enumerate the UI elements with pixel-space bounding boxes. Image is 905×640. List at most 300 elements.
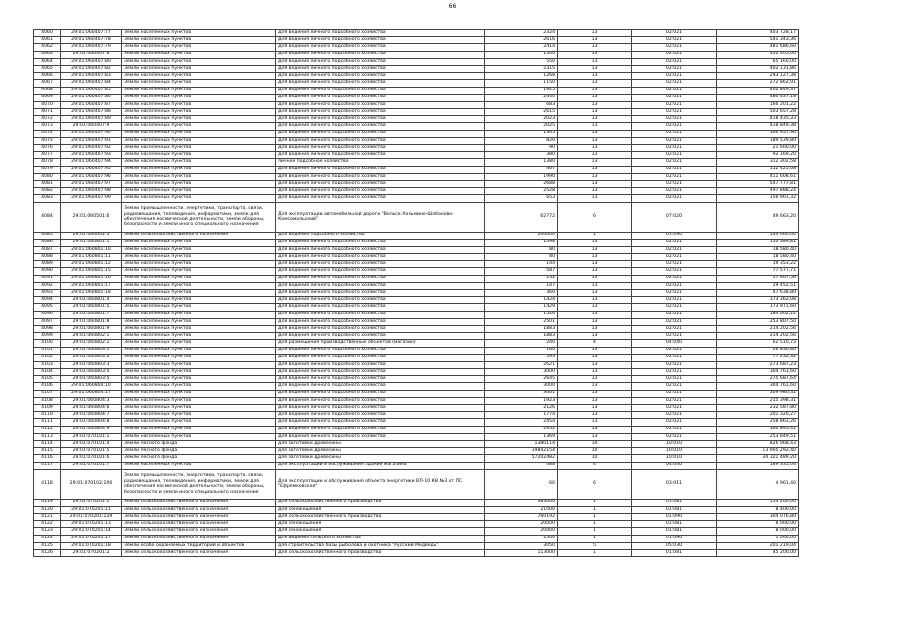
cell-land-category: Земли населенных пунктов [122, 369, 276, 376]
cell-permitted-use: Для сенокошения [276, 528, 485, 535]
cell-land-category: Земли населенных пунктов [122, 37, 276, 44]
table-row [34, 325, 799, 332]
cell-type-code: 02:021 [632, 419, 717, 426]
cell-land-category: Земли населенных пунктов [122, 65, 276, 72]
cell-group-code: 13 [558, 318, 632, 325]
cell-group-code: 13 [558, 268, 632, 275]
cell-group-code: 1 [558, 535, 632, 542]
page-number: 66 [448, 3, 457, 10]
cell-cadastral-value: 273 687,23 [717, 361, 799, 368]
cell-group-code: 13 [558, 390, 632, 397]
cell-land-category: Земли населенных пунктов [122, 44, 276, 51]
table-row [34, 232, 799, 239]
cell-row-number: 4069 [34, 94, 61, 101]
cell-cadastral-value: 418 435,33 [717, 116, 799, 123]
cell-group-code: 13 [558, 383, 632, 390]
cell-group-code: 6 [558, 469, 632, 499]
cell-cadastral-value: 21 600,00 [717, 145, 799, 152]
cell-land-category: Земли сельскохозяйственного назначения [122, 528, 276, 535]
cell-land-category: Земли населенных пунктов [122, 376, 276, 383]
cell-row-number: 4076 [34, 145, 61, 152]
cell-type-code: 01:081 [632, 550, 717, 557]
cell-cadastral-value: 184 002,22 [717, 311, 799, 318]
cell-area: 2126 [485, 405, 558, 412]
cell-type-code: 01:090 [632, 535, 717, 542]
cell-group-code: 13 [558, 116, 632, 123]
cell-permitted-use: для заготовки древесины [276, 440, 485, 447]
cell-row-number: 4105 [34, 376, 61, 383]
cell-area: 593 [485, 354, 558, 361]
cell-cadastral-value: 304 076,80 [717, 514, 799, 521]
cell-type-code: 07:020 [632, 202, 717, 232]
cell-type-code: 02:021 [632, 152, 717, 159]
cell-cadastral-value: 8 000,00 [717, 521, 799, 528]
cell-area: 3000 [485, 383, 558, 390]
cell-area: 360 [485, 290, 558, 297]
cell-group-code: 13 [558, 94, 632, 101]
cell-group-code: 1 [558, 232, 632, 239]
cell-group-code: 13 [558, 290, 632, 297]
cell-permitted-use: Для ведения личного подсобного хозяйства [276, 80, 485, 87]
cell-cadastral-value: 480 637,18 [717, 94, 799, 101]
cell-land-category: Земли населенных пунктов [122, 462, 276, 469]
cell-cadastral-number: 29:01:060803:1 [61, 347, 122, 354]
cell-permitted-use: Для ведения личного подсобного хозяйства [276, 152, 485, 159]
cell-type-code: 02:021 [632, 51, 717, 58]
cell-permitted-use: Для ведения личного подсобного хозяйства [276, 275, 485, 282]
cell-area: 1365 [485, 130, 558, 137]
cell-row-number: 4065 [34, 65, 61, 72]
cell-cadastral-value: 201 219,04 [717, 542, 799, 549]
cell-row-number: 4121 [34, 514, 61, 521]
cell-type-code: 04:040 [632, 340, 717, 347]
cell-type-code: 02:021 [632, 311, 717, 318]
cell-land-category: Земли населенных пунктов [122, 51, 276, 58]
cell-row-number: 4101 [34, 347, 61, 354]
cell-cadastral-number: 29:01:070102:200 [61, 469, 122, 499]
cell-type-code: 02:021 [632, 94, 717, 101]
cell-type-code: 04:040 [632, 462, 717, 469]
cell-area: 2324 [485, 30, 558, 37]
cell-type-code: 02:021 [632, 268, 717, 275]
cell-land-category: Земли лесного фонда [122, 448, 276, 455]
cell-row-number: 4086 [34, 239, 61, 246]
cell-cadastral-number: 29:01:060407:91 [61, 137, 122, 144]
cell-cadastral-value: 481 686,60 [717, 44, 799, 51]
cell-area: 820 [485, 137, 558, 144]
cell-area: 2414 [485, 44, 558, 51]
table-row [34, 239, 799, 246]
cell-row-number: 4124 [34, 535, 61, 542]
cell-type-code: 02:021 [632, 304, 717, 311]
cell-cadastral-number: 29:01:060804:10 [61, 383, 122, 390]
cell-cadastral-value: 1 000,00 [717, 535, 799, 542]
cell-row-number: 4080 [34, 173, 61, 180]
cell-cadastral-value: 304 761,60 [717, 383, 799, 390]
cell-cadastral-number: 29:01:060801:10 [61, 246, 122, 253]
cell-type-code: 02:021 [632, 318, 717, 325]
cell-land-category: Земли населенных пунктов [122, 101, 276, 108]
table-row [34, 188, 799, 195]
cell-area: 20000 [485, 521, 558, 528]
cell-cadastral-number: 29:01:060407:92 [61, 145, 122, 152]
cell-land-category: Земли особо охраняемых территорий и объектов [122, 542, 276, 549]
cell-area: 2615 [485, 109, 558, 116]
cell-cadastral-number: 29:01:070201:1 [61, 499, 122, 506]
cell-type-code: 02:021 [632, 58, 717, 65]
cell-type-code: 02:021 [632, 123, 717, 130]
table-row [34, 94, 799, 101]
cell-group-code: 13 [558, 101, 632, 108]
table-row [34, 246, 799, 253]
cell-cadastral-number: 29:01:060602:3 [61, 232, 122, 239]
cell-permitted-use: Для эксплуатации автомобильной дороги "Вельск-Хозьмино-Шабаново-Комсомольский" [276, 202, 485, 232]
cell-row-number: 4098 [34, 325, 61, 332]
table-row [34, 469, 799, 499]
cell-permitted-use: Для ведения личного подсобного хозяйства [276, 412, 485, 419]
cell-land-category: Земли населенных пунктов [122, 304, 276, 311]
cell-area: 1424 [485, 297, 558, 304]
cell-area: 488 [485, 462, 558, 469]
cell-row-number: 4109 [34, 405, 61, 412]
cell-type-code: 02:021 [632, 109, 717, 116]
cell-group-code: 13 [558, 51, 632, 58]
cell-cadastral-number: 29:01:070201:18 [61, 542, 122, 549]
cell-group-code: 13 [558, 419, 632, 426]
cell-area: 2315 [485, 65, 558, 72]
table-row [34, 73, 799, 80]
cell-cadastral-value: 4 961,40 [717, 469, 799, 499]
cell-row-number: 4119 [34, 499, 61, 506]
cell-row-number: 4099 [34, 333, 61, 340]
cell-area: 2616 [485, 37, 558, 44]
cell-type-code: 03:011 [632, 469, 717, 499]
cell-permitted-use: Для ведения личного подсобного хозяйства [276, 101, 485, 108]
cell-group-code: 13 [558, 369, 632, 376]
table-row [34, 130, 799, 137]
cell-area: 2440 [485, 94, 558, 101]
table-row [34, 455, 799, 462]
cell-cadastral-number: 29:01:060407:79 [61, 44, 122, 51]
cell-row-number: 4068 [34, 87, 61, 94]
cell-row-number: 4089 [34, 261, 61, 268]
cell-type-code: 01:090 [632, 232, 717, 239]
cell-group-code: 13 [558, 159, 632, 166]
cell-cadastral-value: 156 901,32 [717, 195, 799, 202]
cell-row-number: 4085 [34, 232, 61, 239]
cell-area: 2621 [485, 361, 558, 368]
cell-permitted-use: Для ведения личного подсобного хозяйства [276, 311, 485, 318]
cell-cadastral-number: 29:01:060407:82 [61, 65, 122, 72]
cell-permitted-use: Для ведения личного подсобного хозяйства [276, 390, 485, 397]
cell-permitted-use: Для ведения личного подсобного хозяйства [276, 282, 485, 289]
cell-cadastral-number: 29:01:060804:7 [61, 412, 122, 419]
cell-type-code: 05:030 [632, 542, 717, 549]
cell-land-category: Земли сельскохозяйственного назначения [122, 506, 276, 513]
cell-land-category: Земли населенных пунктов [122, 130, 276, 137]
table-row [34, 116, 799, 123]
cell-group-code: 13 [558, 297, 632, 304]
cell-type-code: 02:021 [632, 130, 717, 137]
cell-row-number: 4118 [34, 469, 61, 499]
cell-type-code: 02:021 [632, 390, 717, 397]
cell-row-number: 4100 [34, 340, 61, 347]
cell-area: 240 [485, 340, 558, 347]
cell-row-number: 4063 [34, 51, 61, 58]
cell-group-code: 6 [558, 202, 632, 232]
cell-area: 467 [485, 166, 558, 173]
cell-cadastral-value: 47 638,80 [717, 290, 799, 297]
cell-cadastral-number: 29:01:060801:11 [61, 254, 122, 261]
cell-type-code: 01:081 [632, 521, 717, 528]
cell-cadastral-value: 300 895,41 [717, 426, 799, 433]
table-row [34, 173, 799, 180]
table-row [34, 514, 799, 521]
cell-row-number: 4103 [34, 361, 61, 368]
cell-land-category: Земли населенных пунктов [122, 239, 276, 246]
cell-type-code: 02:021 [632, 239, 717, 246]
cell-row-number: 4082 [34, 188, 61, 195]
cell-cadastral-value: 215 398,31 [717, 397, 799, 404]
cell-type-code: 02:021 [632, 44, 717, 51]
cell-area: 2454 [485, 419, 558, 426]
cell-cadastral-value: 304 761,60 [717, 369, 799, 376]
cell-type-code: 02:021 [632, 65, 717, 72]
table-row [34, 304, 799, 311]
cell-group-code: 13 [558, 123, 632, 130]
cell-group-code: 13 [558, 254, 632, 261]
cell-group-code: 13 [558, 30, 632, 37]
cell-cadastral-number: 29:01:070101:4 [61, 440, 122, 447]
cell-row-number: 4084 [34, 202, 61, 232]
cell-cadastral-value: 45 200,00 [717, 550, 799, 557]
cell-permitted-use: Для ведения личного подсобного хозяйства [276, 188, 485, 195]
cell-cadastral-value: 411 608,61 [717, 173, 799, 180]
cell-cadastral-value: 18 580,40 [717, 254, 799, 261]
cell-group-code: 10 [558, 448, 632, 455]
cell-permitted-use: Для эксплуатации и обслуживания объекта энергетики ВЛ-10 КВ №3 от ПС "Ефремковская" [276, 469, 485, 499]
cell-cadastral-number: 29:01:070101:6 [61, 455, 122, 462]
cell-cadastral-value: 173 971,60 [717, 304, 799, 311]
cell-cadastral-value: 275 687,64 [717, 376, 799, 383]
table-row [34, 101, 799, 108]
cell-row-number: 4096 [34, 311, 61, 318]
cell-permitted-use: Для ведения личного подсобного хозяйства [276, 73, 485, 80]
cell-cadastral-number: 29:01:060407:78 [61, 37, 122, 44]
table-row [34, 412, 799, 419]
cell-permitted-use: Для ведения личного подсобного хозяйства [276, 166, 485, 173]
cell-permitted-use: Для ведения личного подсобного хозяйства [276, 383, 485, 390]
cell-cadastral-number: 29:01:060407:89 [61, 116, 122, 123]
cell-land-category: Земли лесного фонда [122, 440, 276, 447]
cell-row-number: 4067 [34, 80, 61, 87]
cell-land-category: Земли населенных пунктов [122, 325, 276, 332]
cell-row-number: 4095 [34, 304, 61, 311]
cell-area: 1380114 [485, 440, 558, 447]
table-row [34, 180, 799, 187]
cell-cadastral-number: 29:01:060804:8 [61, 419, 122, 426]
cell-cadastral-number: 29:01:070201:13 [61, 521, 122, 528]
cell-type-code: 02:021 [632, 412, 717, 419]
cell-land-category: Земли населенных пунктов [122, 137, 276, 144]
cell-land-category: Земли населенных пунктов [122, 152, 276, 159]
table-row [34, 109, 799, 116]
cell-group-code: 13 [558, 44, 632, 51]
cell-group-code: 13 [558, 275, 632, 282]
cell-cadastral-number: 29:01:060801:9 [61, 325, 122, 332]
cell-group-code: 13 [558, 73, 632, 80]
cell-area: 113000 [485, 550, 558, 557]
cell-area: 21000 [485, 506, 558, 513]
cell-land-category: Земли населенных пунктов [122, 123, 276, 130]
cell-cadastral-number: 29:01:060407:95 [61, 166, 122, 173]
cell-row-number: 4120 [34, 506, 61, 513]
cell-area: 1500 [485, 51, 558, 58]
cell-cadastral-value: 19 452,51 [717, 282, 799, 289]
cell-group-code: 13 [558, 333, 632, 340]
cell-row-number: 4116 [34, 455, 61, 462]
cell-row-number: 4081 [34, 180, 61, 187]
cell-type-code: 02:021 [632, 195, 717, 202]
cell-type-code: 02:021 [632, 87, 717, 94]
cell-permitted-use: Для ведения личного подсобного хозяйства [276, 173, 485, 180]
cell-group-code: 1 [558, 514, 632, 521]
cell-group-code: 10 [558, 440, 632, 447]
cell-row-number: 4071 [34, 109, 61, 116]
table-row [34, 333, 799, 340]
cell-cadastral-value: 189 335,04 [717, 462, 799, 469]
cell-area: 60 [485, 469, 558, 499]
cell-cadastral-value: 77 577,71 [717, 268, 799, 275]
table-row [34, 369, 799, 376]
cell-permitted-use: Для ведения личного подсобного хозяйства [276, 180, 485, 187]
cell-cadastral-value: 826 068,43 [717, 440, 799, 447]
cell-cadastral-number: 29:01:060407:77 [61, 30, 122, 37]
cell-row-number: 4113 [34, 433, 61, 440]
cell-group-code: 13 [558, 239, 632, 246]
cell-permitted-use: Для ведения личного подсобного хозяйства [276, 254, 485, 261]
cell-land-category: Земли населенных пунктов [122, 30, 276, 37]
cell-area: 550 [485, 58, 558, 65]
cell-permitted-use: Для ведения личного подсобного хозяйства [276, 94, 485, 101]
cell-row-number: 4111 [34, 419, 61, 426]
cell-group-code: 1 [558, 499, 632, 506]
cell-permitted-use: Для ведения личного подсобного хозяйства [276, 37, 485, 44]
cell-area: 1268 [485, 73, 558, 80]
cell-area: 2528 [485, 188, 558, 195]
cell-group-code: 13 [558, 130, 632, 137]
cell-group-code: 4 [558, 340, 632, 347]
cell-row-number: 4104 [34, 369, 61, 376]
cell-row-number: 4083 [34, 195, 61, 202]
cell-row-number: 4066 [34, 73, 61, 80]
cell-cadastral-value: 19 353,22 [717, 261, 799, 268]
table-row [34, 254, 799, 261]
cell-land-category: Земли населенных пунктов [122, 340, 276, 347]
cell-permitted-use: для строительства базы рыболова и охотника "Русский Медведь" [276, 542, 485, 549]
cell-cadastral-value: 34 321 489,20 [717, 455, 799, 462]
cell-land-category: Земли населенных пунктов [122, 159, 276, 166]
table-row [34, 542, 799, 549]
cell-area: 20000 [485, 528, 558, 535]
cell-permitted-use: Для ведения личного подсобного хозяйства [276, 426, 485, 433]
cell-area: 144 [485, 261, 558, 268]
cell-land-category: Земли населенных пунктов [122, 311, 276, 318]
cell-area: 1429 [485, 304, 558, 311]
cell-land-category: Земли населенных пунктов [122, 180, 276, 187]
table-row [34, 166, 799, 173]
cell-group-code: 13 [558, 433, 632, 440]
cell-row-number: 4110 [34, 412, 61, 419]
cell-cadastral-number: 29:01:060801:1 [61, 239, 122, 246]
cell-permitted-use: Для ведения личного подсобного хозяйства [276, 304, 485, 311]
cell-type-code: 02:021 [632, 383, 717, 390]
cell-permitted-use: Для ведения личного подсобного хозяйства [276, 130, 485, 137]
cell-permitted-use: Для ведения личного подсобного хозяйства [276, 318, 485, 325]
cell-land-category: Земли населенных пунктов [122, 419, 276, 426]
cell-area: 760192 [485, 514, 558, 521]
table-row [34, 152, 799, 159]
cell-cadastral-value: 77 232,32 [717, 354, 799, 361]
cell-type-code: 01:081 [632, 499, 717, 506]
cell-permitted-use: Для ведения личного подсобного хозяйства [276, 297, 485, 304]
cell-permitted-use: Для эксплуатации и обслуживания здания магазина [276, 462, 485, 469]
cell-type-code: 02:021 [632, 246, 717, 253]
cell-cadastral-value: 49 663,20 [717, 202, 799, 232]
table-row [34, 318, 799, 325]
cell-land-category: Земли населенных пунктов [122, 433, 276, 440]
cell-land-category: Земли населенных пунктов [122, 318, 276, 325]
cell-group-code: 13 [558, 195, 632, 202]
table-row [34, 87, 799, 94]
cell-row-number: 4079 [34, 166, 61, 173]
cell-land-category: Земли населенных пунктов [122, 261, 276, 268]
cell-permitted-use: Для ведения личного подсобного хозяйства [276, 109, 485, 116]
cell-cadastral-number: 29:01:060803:3 [61, 361, 122, 368]
cell-cadastral-number: 29:01:060801:8 [61, 318, 122, 325]
cell-cadastral-number: 29:01:070101:5 [61, 448, 122, 455]
cell-land-category: Земли населенных пунктов [122, 354, 276, 361]
cell-land-category: Земли промышленности, энергетики, транспорта, связи, радиовещания, телевидения, информатики, земли для обеспечения космической деятельности, земли обороны, безопасности и земли иного специального назначения [122, 469, 276, 499]
cell-area: 3000 [485, 369, 558, 376]
cell-cadastral-number: 29:01:060801:12 [61, 261, 122, 268]
cell-cadastral-value: 189 539,80 [717, 137, 799, 144]
table-row [34, 290, 799, 297]
cell-area: 653 [485, 195, 558, 202]
table-row [34, 282, 799, 289]
cell-type-code: 01:081 [632, 506, 717, 513]
table-row [34, 159, 799, 166]
cell-permitted-use: Для ведения личного подсобного хозяйства [276, 116, 485, 123]
cell-land-category: Земли населенных пунктов [122, 268, 276, 275]
cell-land-category: Земли населенных пунктов [122, 390, 276, 397]
cell-land-category: Земли населенных пунктов [122, 87, 276, 94]
cell-cadastral-value: 497 888,24 [717, 188, 799, 195]
table-row [34, 80, 799, 87]
cell-area: 1925 [485, 87, 558, 94]
cell-type-code: 02:021 [632, 397, 717, 404]
cell-permitted-use: Для ведения личного подсобного хозяйства [276, 123, 485, 130]
cell-cadastral-value: 112 425,08 [717, 166, 799, 173]
cell-cadastral-number: 29:01:060801:16 [61, 275, 122, 282]
cell-type-code: 02:021 [632, 275, 717, 282]
cell-type-code: 10:010 [632, 448, 717, 455]
cell-type-code: 02:021 [632, 159, 717, 166]
cell-permitted-use: Для ведения личного подсобного хозяйства [276, 333, 485, 340]
cell-group-code: 13 [558, 166, 632, 173]
cell-area: 3050 [485, 542, 558, 549]
cell-group-code: 13 [558, 109, 632, 116]
